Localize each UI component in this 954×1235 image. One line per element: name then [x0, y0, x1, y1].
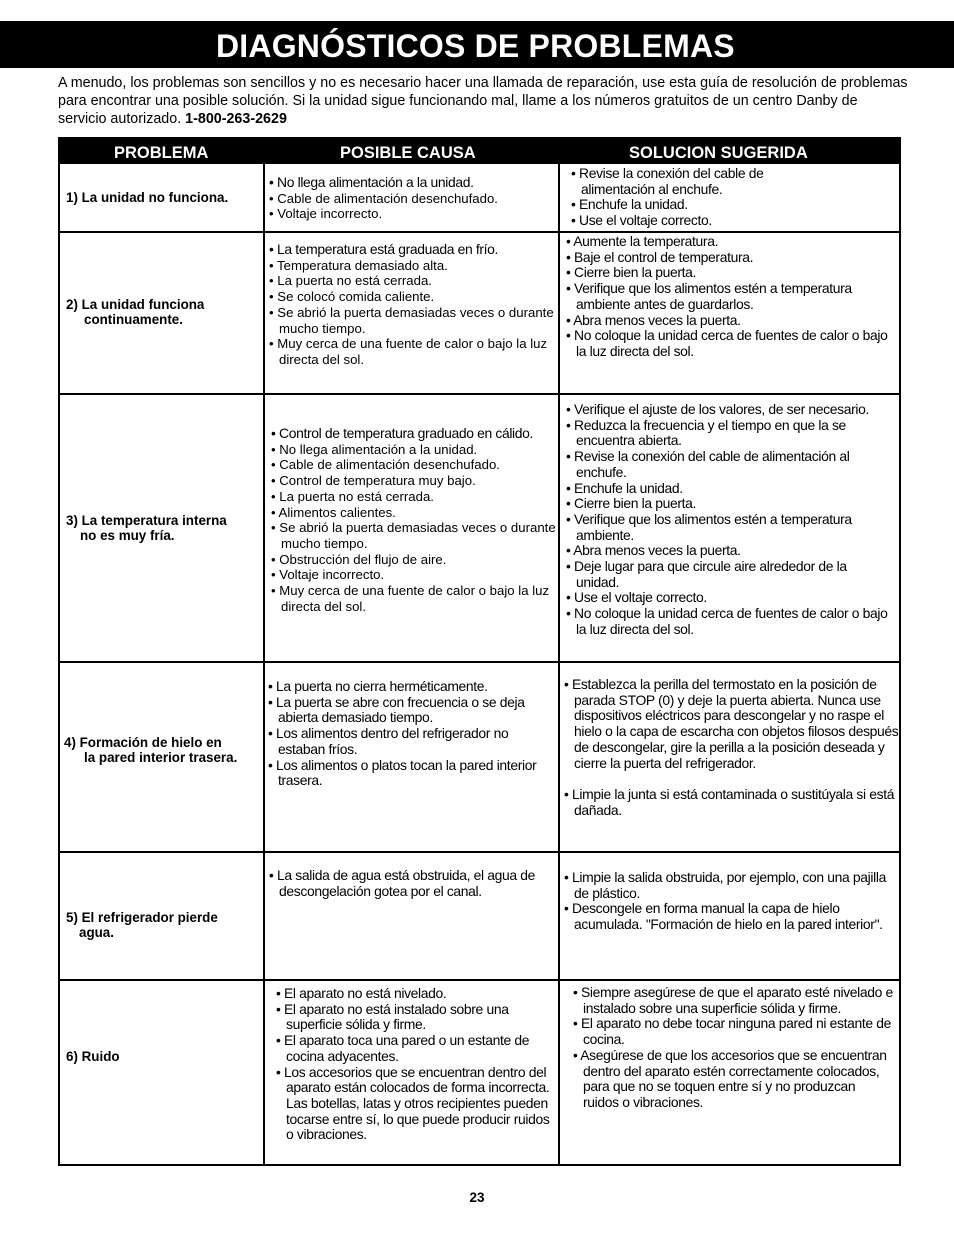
problem-label: 2) La unidad funciona: [66, 297, 205, 312]
solution-item: • Deje lugar para que circule aire alrededor de la unidad.: [566, 558, 847, 590]
cause-item: • El aparato no está nivelado.: [276, 985, 447, 1001]
cause-item: • La puerta no está cerrada.: [271, 488, 434, 504]
cause-item: • Cable de alimentación desenchufado.: [269, 190, 498, 206]
cause-item: • El aparato no está instalado sobre una superficie sólida y firme.: [276, 1000, 509, 1033]
row-divider: [58, 979, 901, 981]
cause-item: • No llega alimentación a la unidad.: [269, 174, 474, 190]
solution-item: • Verifique que los alimentos estén a temperatura ambiente.: [566, 510, 852, 543]
phone-number: 1-800-263-2629: [185, 111, 287, 127]
cause-item: • Voltaje incorrecto.: [269, 206, 383, 222]
cause-item: • Alimentos calientes.: [271, 504, 396, 520]
solution-item: • Revise la conexión del cable de alimentación al enchufe.: [571, 165, 764, 197]
problem-2: [66, 297, 204, 327]
problem-label: 3) La temperatura interna: [66, 513, 227, 528]
solution-item: • Baje el control de temperatura.: [566, 248, 754, 265]
solutions-list-3: [566, 402, 891, 638]
solution-item: • Establezca la perilla del termostato en la posición de parada STOP (0) y deje la puerta abierta. Nunca use dispositivos eléctricos para descongelar y no raspe el hielo o la capa de escarcha con objetos filosos después de descongelar, gire la perilla a la posición deseada y cierre la puerta del refrigerador.: [564, 676, 899, 771]
solution-item: • Limpie la salida obstruida, por ejemplo, con una pajilla de plástico.: [564, 869, 886, 901]
causes-list-5: [269, 868, 539, 899]
table-border-left: [58, 164, 60, 1166]
solutions-list-4: [564, 677, 901, 818]
cause-item: • Voltaje incorrecto.: [271, 567, 385, 583]
cause-item: • Se abrió la puerta demasiadas veces o durante mucho tiempo.: [269, 304, 554, 336]
cause-item: • Se colocó comida caliente.: [269, 289, 435, 305]
cause-item: • No llega alimentación a la unidad.: [271, 441, 478, 457]
solution-item: • Verifique que los alimentos estén a temperatura ambiente antes de guardarlos.: [566, 280, 852, 312]
cause-item: • Muy cerca de una fuente de calor o bajo la luz directa del sol.: [271, 583, 550, 614]
row-divider: [58, 231, 901, 233]
cause-item: • La salida de agua está obstruida, el agua de descongelación gotea por el canal.: [269, 867, 536, 899]
solution-item: • Siempre asegúrese de que el aparato esté nivelado e instalado sobre una superficie sólida y firme.: [573, 984, 893, 1016]
cause-item: • Control de temperatura muy bajo.: [271, 473, 476, 489]
problem-label: 4) Formación de hielo en: [64, 735, 222, 750]
solution-item: • Reduzca la frecuencia y el tiempo en que la se encuentra abierta.: [566, 416, 846, 449]
problem-label-cont: no es muy fría.: [80, 528, 175, 543]
cause-item: • Temperatura demasiado alta.: [269, 257, 448, 273]
intro-paragraph: [58, 74, 908, 128]
solution-item: • Enchufe la unidad.: [571, 196, 688, 213]
solutions-list-1: [571, 166, 816, 229]
problem-label: 6) Ruido: [66, 1049, 120, 1064]
solution-item: • Descongele en forma manual la capa de hielo acumulada. "Formación de hielo en la pared interior".: [564, 900, 883, 933]
cause-item: • El aparato toca una pared o un estante de cocina adyacentes.: [276, 1032, 530, 1064]
solution-item: • Verifique el ajuste de los valores, de ser necesario.: [566, 401, 869, 417]
problem-label-cont: agua.: [79, 925, 114, 940]
causes-list-1: [269, 175, 554, 222]
table-header: [58, 137, 899, 164]
troubleshooting-table: [58, 137, 901, 1166]
page-number: 23: [469, 1190, 485, 1205]
header-problem: PROBLEMA: [114, 144, 209, 162]
problem-label-cont: la pared interior trasera.: [84, 750, 238, 765]
causes-list-3: [271, 426, 556, 614]
solution-item: • No coloque la unidad cerca de fuentes de calor o bajo la luz directa del sol.: [566, 327, 888, 359]
solution-item: • Cierre bien la puerta.: [566, 264, 697, 281]
table-border-right: [899, 137, 901, 1166]
solution-item: • Limpie la junta si está contaminada o sustitúyala si está dañada.: [564, 785, 895, 818]
problem-label: 5) El refrigerador pierde: [66, 910, 218, 925]
column-divider: [263, 164, 265, 1166]
problem-label-cont: continuamente.: [84, 312, 183, 327]
cause-item: • La temperatura está graduada en frío.: [269, 241, 499, 257]
solution-item: • No coloque la unidad cerca de fuentes de calor o bajo la luz directa del sol.: [566, 605, 888, 637]
column-divider: [558, 164, 560, 1166]
solution-item: • Asegúrese de que los accesorios que se encuentran dentro del aparato estén correctamente colocados, para que no se toquen entre sí y no produzcan ruidos o vibraciones.: [573, 1046, 887, 1110]
page-title: DIAGNÓSTICOS DE PROBLEMAS: [216, 28, 735, 64]
solution-item: • Revise la conexión del cable de alimentación al enchufe.: [566, 448, 850, 480]
solution-item: • Use el voltaje correcto.: [571, 212, 712, 229]
solutions-list-2: [566, 234, 891, 360]
cause-item: • La puerta no cierra herméticamente.: [268, 678, 488, 694]
problem-6: [66, 1049, 120, 1064]
problem-4: [64, 735, 237, 765]
problem-5: [66, 910, 218, 940]
problem-3: [66, 513, 227, 543]
row-divider: [58, 851, 901, 853]
cause-item: • Se abrió la puerta demasiadas veces o durante mucho tiempo.: [271, 520, 556, 551]
solution-item: • El aparato no debe tocar ninguna pared ni estante de cocina.: [573, 1015, 892, 1048]
cause-item: • Los alimentos o platos tocan la pared interior trasera.: [268, 756, 537, 789]
causes-list-6: [276, 986, 558, 1143]
cause-item: • La puerta no está cerrada.: [269, 273, 432, 289]
problem-1: [66, 190, 228, 205]
row-divider: [58, 393, 901, 395]
header-solution: SOLUCION SUGERIDA: [629, 144, 808, 162]
solutions-list-6: [573, 985, 893, 1111]
cause-item: • Control de temperatura graduado en cálido.: [271, 425, 534, 441]
causes-list-2: [269, 242, 554, 368]
cause-item: • Los accesorios que se encuentran dentro del aparato están colocados de forma incorrecta. Las botellas, latas y otros recipientes pueden tocarse entre sí, lo que puede producir ruidos o vibraciones.: [276, 1063, 550, 1143]
row-divider: [58, 661, 901, 663]
cause-item: • La puerta se abre con frecuencia o se deja abierta demasiado tiempo.: [268, 693, 525, 726]
cause-item: • Los alimentos dentro del refrigerador no estaban fríos.: [268, 725, 509, 757]
causes-list-4: [268, 679, 558, 789]
solution-item: • Cierre bien la puerta.: [566, 495, 697, 512]
solutions-list-5: [564, 870, 901, 933]
problem-label: 1) La unidad no funciona.: [66, 190, 229, 205]
cause-item: • Cable de alimentación desenchufado.: [271, 457, 500, 473]
solution-item: • Abra menos veces la puerta.: [566, 311, 741, 328]
intro-text: A menudo, los problemas son sencillos y no es necesario hacer una llamada de reparación, use esta guía de resolución de problemas para encontrar una posible solución. Si la unidad sigue funcionando mal, llame a los números gratuitos de un centro Danby de servicio autorizado.: [58, 75, 908, 127]
solution-item: • Enchufe la unidad.: [566, 479, 683, 496]
solution-item: • Abra menos veces la puerta.: [566, 542, 741, 559]
header-cause: POSIBLE CAUSA: [340, 144, 476, 162]
cause-item: • Muy cerca de una fuente de calor o bajo la luz directa del sol.: [269, 336, 548, 367]
solution-item: • Aumente la temperatura.: [566, 233, 719, 249]
cause-item: • Obstrucción del flujo de aire.: [271, 551, 447, 567]
table-border-bottom: [58, 1164, 901, 1166]
solution-item: • Use el voltaje correcto.: [566, 589, 707, 606]
